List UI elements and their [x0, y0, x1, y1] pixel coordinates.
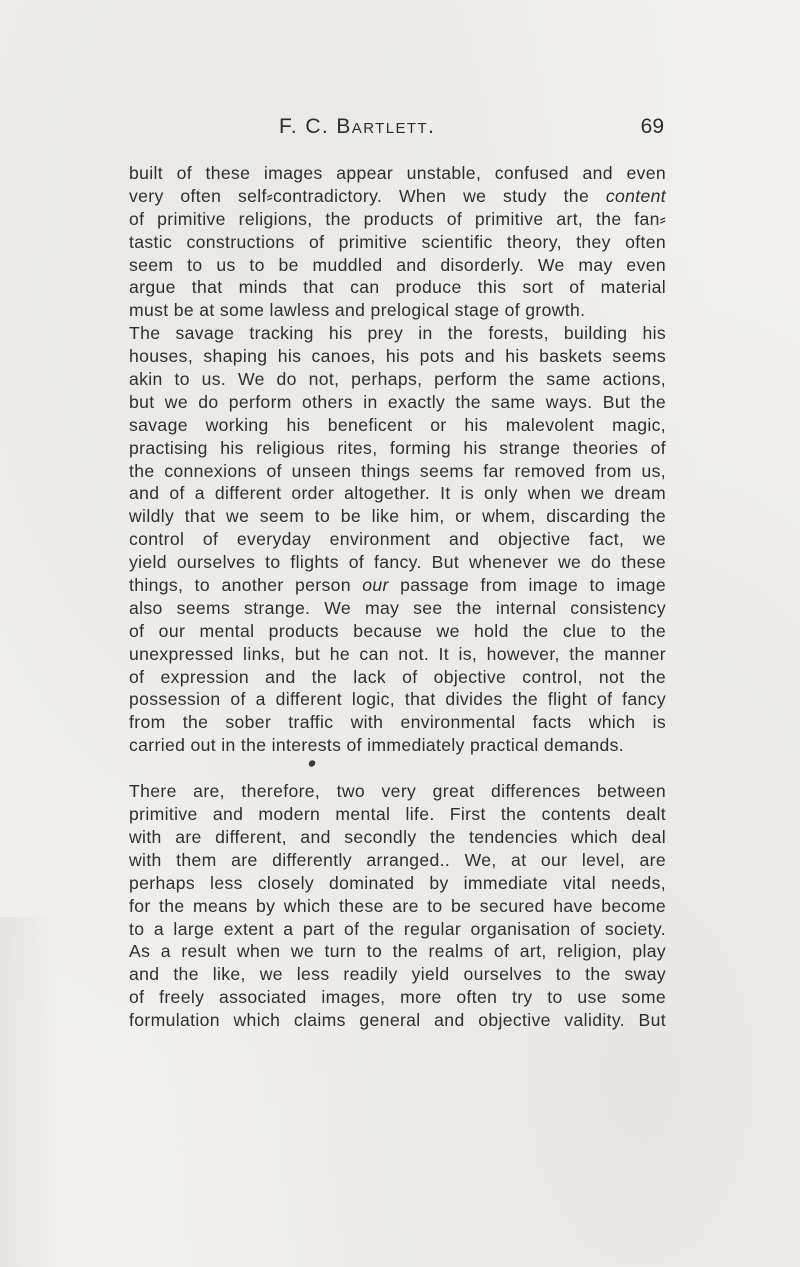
text-line: seem to us to be muddled and disorderly. We may even	[129, 254, 666, 275]
text-line	[129, 185, 666, 208]
text-line: carried out in the interests of immediately practical demands.	[129, 735, 624, 756]
text-line: but we do perform others in exactly the same ways. But the	[129, 391, 666, 412]
paragraph-3	[129, 780, 666, 1032]
text-line: perhaps less closely dominated by immediate vital needs,	[129, 872, 666, 893]
text-line: for the means by which these are to be secured have become	[129, 895, 666, 916]
text-line: akin to us. We do not, perhaps, perform the same actions,	[129, 369, 666, 390]
text-line: wildly that we seem to be like him, or whem, discarding the	[129, 506, 666, 527]
text-line: also seems strange. We may see the internal consistency	[129, 597, 666, 618]
text-line: of our mental products because we hold the clue to the	[129, 620, 666, 641]
text-line: argue that minds that can produce this sort of material	[129, 277, 666, 298]
text-line: with them are differently arranged.. We, at our level, are	[129, 849, 666, 870]
italic-word: content	[605, 185, 666, 206]
text-line: control of everyday environment and objective fact, we	[129, 529, 666, 550]
text-line: and the like, we less readily yield ourselves to the sway	[129, 964, 666, 985]
text-line: unexpressed links, but he can not. It is, however, the manner	[129, 643, 666, 664]
text-line: primitive and modern mental life. First the contents dealt	[129, 804, 666, 825]
text-line: houses, shaping his canoes, his pots and his baskets seems	[129, 346, 666, 367]
text-line: formulation which claims general and objective validity. But	[129, 1010, 666, 1031]
text-line: practising his religious rites, forming his strange theories of	[129, 437, 666, 458]
text-line: possession of a different logic, that divides the flight of fancy	[129, 689, 666, 710]
page-header	[129, 115, 664, 145]
text-line: of primitive religions, the products of primitive art, the fan⸗	[129, 208, 666, 229]
section-break	[129, 757, 666, 780]
text-line: yield ourselves to flights of fancy. But whenever we do these	[129, 552, 666, 573]
italic-word: our	[362, 575, 389, 596]
text-line: The savage tracking his prey in the forests, building his	[129, 323, 666, 344]
paragraph-1	[129, 162, 666, 322]
text-line: of expression and the lack of objective control, not the	[129, 666, 666, 687]
text-line: savage working his beneficent or his malevolent magic,	[129, 414, 666, 435]
text-line-part: passage from image to image	[388, 575, 666, 596]
body-text	[129, 162, 666, 1032]
text-line: to a large extent a part of the regular organisation of society.	[129, 918, 666, 939]
page-number: 69	[640, 115, 664, 138]
text-line: must be at some lawless and prelogical stage of growth.	[129, 300, 586, 321]
text-line: the connexions of unseen things seems far removed from us,	[129, 460, 666, 481]
running-head: F. C. Bartlett.	[279, 115, 436, 138]
text-line: of freely associated images, more often try to use some	[129, 987, 666, 1008]
text-line: built of these images appear unstable, confused and even	[129, 163, 666, 183]
text-line-part: things, to another person	[129, 575, 363, 596]
text-line-part: very often self⸗contradictory. When we study the	[129, 185, 606, 206]
text-line: tastic constructions of primitive scientific theory, they often	[129, 231, 666, 252]
text-line: As a result when we turn to the realms of art, religion, play	[129, 941, 666, 962]
text-line	[129, 574, 666, 597]
paragraph-2	[129, 322, 666, 757]
text-line: There are, therefore, two very great differences between	[129, 781, 666, 802]
text-line: and of a different order altogether. It is only when we dream	[129, 483, 666, 504]
text-line: with are different, and secondly the tendencies which deal	[129, 826, 666, 847]
text-line: from the sober traffic with environmental facts which is	[129, 712, 666, 733]
section-dot-mark	[307, 759, 316, 768]
page-fold-shadow	[0, 917, 60, 1267]
